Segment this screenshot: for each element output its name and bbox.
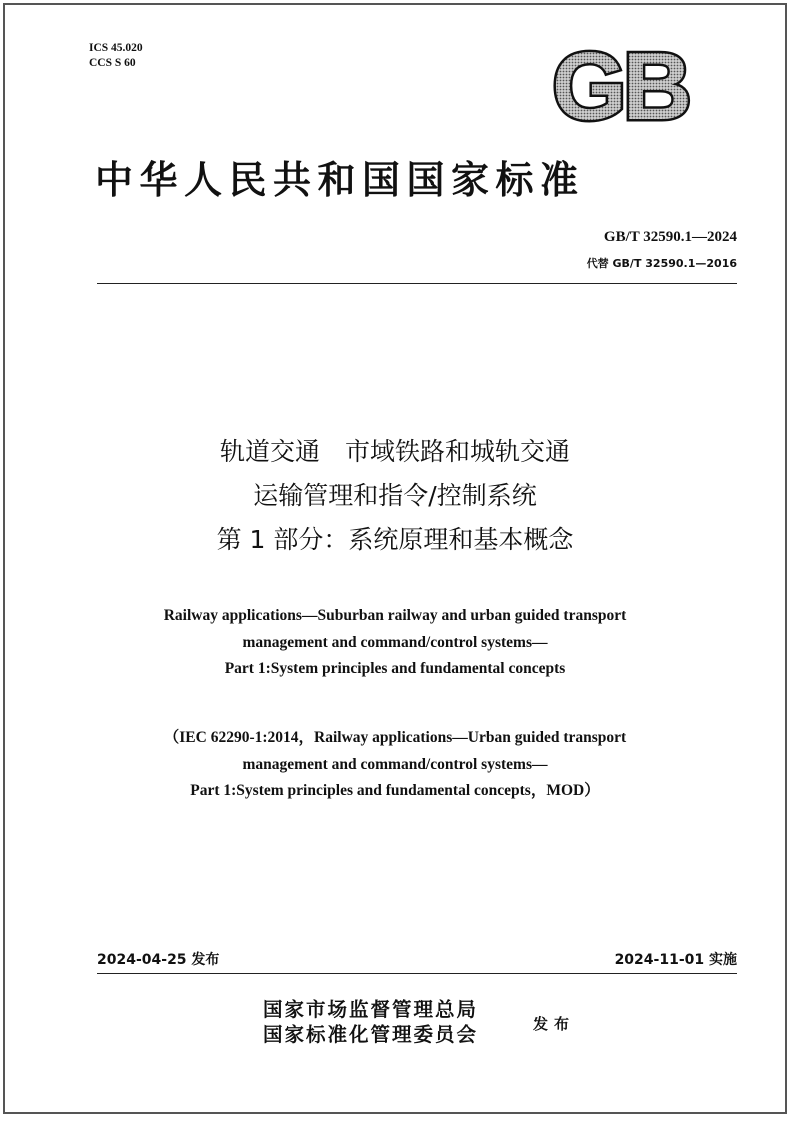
chinese-title-line-2: 运输管理和指令/控制系统 <box>253 481 537 510</box>
main-title: 中华人民共和国国家标准 <box>95 157 585 202</box>
english-title <box>5 603 785 683</box>
document-cover <box>3 3 787 1114</box>
bottom-divider <box>97 973 737 974</box>
classification-codes <box>89 41 143 71</box>
standard-number: GB/T 32590.1—2024 <box>603 229 737 245</box>
issuing-organizations <box>263 997 478 1047</box>
english-title-line-2: management and command/control systems— <box>242 633 548 651</box>
english-title-line-1: Railway applications—Suburban railway and urban guided transport <box>163 607 627 624</box>
issuer-samr: 国家市场监督管理总局 <box>263 998 479 1021</box>
ics-code: ICS 45.020 <box>89 42 143 54</box>
issuer-sac: 国家标准化管理委员会 <box>263 1023 479 1046</box>
top-divider <box>97 283 737 284</box>
implement-date: 2024-11-01 实施 <box>614 952 737 968</box>
gb-logo <box>535 43 705 127</box>
chinese-title-line-1: 轨道交通 市域铁路和城轨交通 <box>219 437 570 466</box>
iec-reference <box>5 725 785 805</box>
issue-label: 发布 <box>533 1015 576 1033</box>
ccs-code: CCS S 60 <box>89 57 136 69</box>
chinese-title-line-3: 第 1 部分：系统原理和基本概念 <box>216 525 574 554</box>
chinese-title <box>5 430 785 562</box>
iec-reference-line-2: management and command/control systems— <box>242 755 548 773</box>
english-title-line-3: Part 1:System principles and fundamental concepts <box>224 660 566 677</box>
gb-logo-text: GB <box>552 43 688 127</box>
publish-date: 2024-04-25 发布 <box>97 952 220 968</box>
replaces-standard: 代替 GB/T 32590.1—2016 <box>586 257 737 270</box>
iec-reference-line-1: （IEC 62290-1:2014，Railway applications—Urban guided transport <box>163 729 627 746</box>
iec-reference-line-3: Part 1:System principles and fundamental concepts，MOD） <box>190 782 600 799</box>
